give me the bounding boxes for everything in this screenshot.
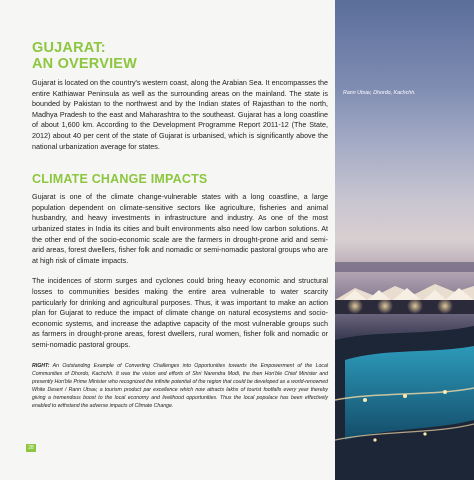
overview-title-line2: AN OVERVIEW <box>32 56 138 72</box>
caption-lead: RIGHT: <box>32 363 50 370</box>
climate-paragraph-2: The incidences of storm surges and cyclones could bring heavy economic and structural losses to communities besides making the entire area vulnerable to water scarcity particularly for drinking and agricultural purposes. Thus, it was important to make an action plan for Gujarat to reduce the impact of climate change on natural ecosystems and socio-economic systems, and increase the adaptive capacity of the most vulnerable groups such as farmers in drought-prone areas, forest dwellers, rural women, fisher folk and nomadic or semi-nomadic pastoral groups. <box>32 276 328 349</box>
rann-utsav-photo <box>335 0 474 480</box>
climate-paragraph-1: Gujarat is one of the climate change-vulnerable states with a long coastline, a large population dependent on climate-sensitive sectors like agriculture, fisheries and animal husbandry, and heavy investments in infrastructure and industry. As one of the most urbanized states in India its cities and built environments also need low carbon solutions. At the other end of the socio-economic scale are the farmers in drought-prone arid and semi-arid areas, forest dwellers, fisher folk and nomadic or semi-nomadic pastoral groups who are at high risk of climate impacts. <box>32 192 328 265</box>
climate-title: CLIMATE CHANGE IMPACTS <box>32 172 208 187</box>
photo-description <box>32 362 328 410</box>
photo-illustration <box>335 0 474 480</box>
photo-caption: Rann Utsav, Dhordo, Kachchh. <box>343 90 416 96</box>
text-column <box>32 40 328 410</box>
overview-body: Gujarat is located on the country's western coast, along the Arabian Sea. It encompasses the entire Kathiawar Peninsula as well as the surrounding areas on the mainland. The state is bounded by Pakistan to the northwest and by the Indian states of Rajasthan to the north, Madhya Pradesh to the east and Maharashtra to the southeast. Gujarat has a long coastline of about 1,600 km. According to the Development Programme Report 2011-12 (The State, 2012) about 40 per cent of the state of Gujarat is urbanised, which is significantly above the national urbanization average for states. <box>32 78 328 151</box>
caption-text: An Outstanding Example of Converting Challenges into Opportunities towards the Empowerment of the Local Communities of Dhordo, Kachchh. It was the vision and efforts of Shri Narendra Modi, the then Hon'ble Chief Minister and presently Hon'ble Prime Minister who recognized the infinite potential of the region that could be developed as a world-renowned White Desert / Rann Utsav, a tourism product par excellence which now attracts lakhs of tourist footfalls every year thereby giving a tremendous boost to the local economy and livelihood opportunities. Thus the local populace has been effectively enabled to withstand the adverse impacts of Climate Change. <box>32 363 328 410</box>
overview-title-line1: GUJARAT: <box>32 40 106 56</box>
page-number: 28 <box>26 444 36 452</box>
